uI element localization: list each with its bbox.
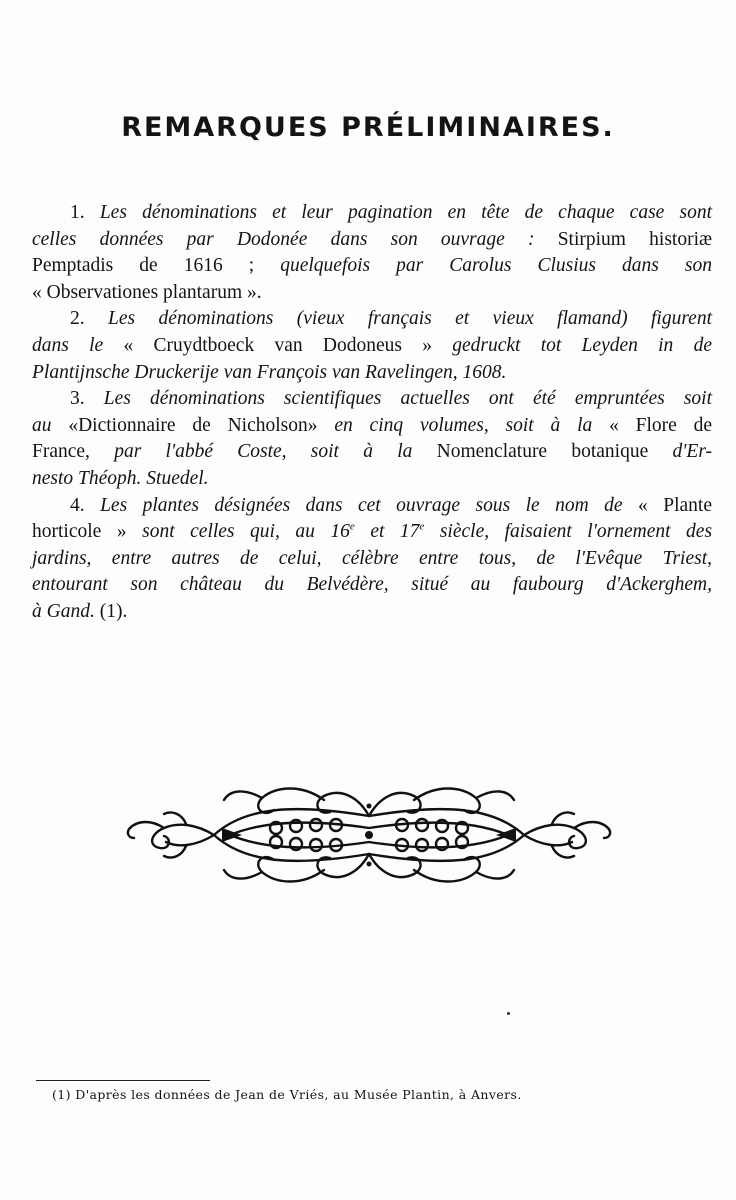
paragraph-3-line-1 [32,386,712,413]
paragraph-2-text: dans le [32,334,104,356]
paragraph-4-text: jardins, entre autres de celui, célèbre entre tous, de l'Evêque Triest, [32,547,712,569]
paragraph-1-line-4 [32,280,712,307]
paragraph-1-text: celles données par Dodonée dans son ouvrage : [32,228,535,250]
paragraph-number: 1. [70,202,85,223]
paragraph-2-line-1 [32,306,712,333]
book-title: Pemptadis de 1616 ; [32,255,255,277]
paragraph-3 [32,386,712,492]
paragraph-1-line-1 [32,200,712,227]
century [400,521,424,542]
paragraph-4-text: siècle, faisaient l'ornement des [439,521,713,543]
paragraph-3-text: par l'abbé Coste, soit à la [114,441,413,463]
century-number: 17 [399,521,420,543]
paragraph-3-text: en cinq volumes, soit à la [334,414,593,436]
paragraph-3-text: Les dénominations scientifiques actuelles ont été empruntées soit [103,388,713,410]
paragraph-2-line-2 [32,333,712,360]
print-speck [507,1012,510,1015]
book-title: « Observationes plantarum ». [32,281,262,303]
paragraph-1-line-2 [32,227,712,254]
paragraph-3-line-3 [32,439,712,466]
footnote-rule [36,1080,210,1081]
paragraph-4-text: et [370,521,385,543]
paragraph-4-text: Les plantes désignées dans cet ouvrage sous le nom de [100,494,623,516]
page-title: REMARQUES PRÉLIMINAIRES. [121,112,615,143]
book-title: Stirpium historiæ [557,228,713,250]
superscript: e [419,520,425,533]
paragraph-4-line-3 [32,546,712,573]
paragraph-1-line-3 [32,253,712,280]
book-title: Nomenclature botanique [436,441,649,463]
paragraph-2-text: Les dénominations (vieux français et vieux flamand) figurent [108,308,713,330]
paragraph-2-text: gedruckt tot Leyden in de [452,334,712,356]
term: « Plante [638,494,712,516]
ornament-icon [126,776,612,894]
footnote-reference: (1). [99,600,128,622]
paragraph-1-text: Les dénominations et leur pagination en tête de chaque case sont [99,202,712,223]
paragraph-number: 2. [70,308,85,330]
superscript: e [349,520,355,533]
paragraph-1-text: quelquefois par Carolus Clusius dans son [280,255,712,277]
paragraph-2-line-3 [32,360,712,387]
paragraph-4-line-4 [32,572,712,599]
paragraph-2 [32,306,712,386]
century [330,521,354,542]
paragraph-3-line-2 [32,413,712,440]
book-title: « Cruydtboeck van Dodoneus » [123,334,432,356]
paragraph-4-text: à Gand. [32,600,95,622]
book-title: «Dictionnaire de Nicholson» [68,414,318,436]
paragraph-4-line-1 [32,493,712,520]
paragraph-4-text: entourant son château du Belvédère, situé au faubourg d'Ackerghem, [32,574,712,596]
paragraph-4-line-2 [32,519,712,546]
paragraph-3-text: d'Er- [672,441,713,463]
footnote: (1) D'après les données de Jean de Vriés, au Musée Plantin, à Anvers. [52,1087,522,1102]
paragraph-4 [32,493,712,626]
term: horticole » [32,521,127,543]
paragraph-4-text: sont celles qui, au [142,521,315,543]
book-title: France, [32,441,90,463]
paragraph-1 [32,200,712,306]
century-number: 16 [330,521,350,543]
preliminary-remarks-text [32,200,712,626]
paragraph-3-line-4 [32,466,712,493]
paragraph-3-text: au [32,414,52,436]
paragraph-4-line-5 [32,599,712,626]
paragraph-3-text: nesto Théoph. Stuedel. [32,467,209,489]
paragraph-2-text: Plantijnsche Druckerije van François van Ravelingen, 1608. [32,361,507,383]
paragraph-number: 4. [70,494,85,516]
paragraph-number: 3. [70,388,85,410]
book-title: « Flore de [609,414,713,436]
